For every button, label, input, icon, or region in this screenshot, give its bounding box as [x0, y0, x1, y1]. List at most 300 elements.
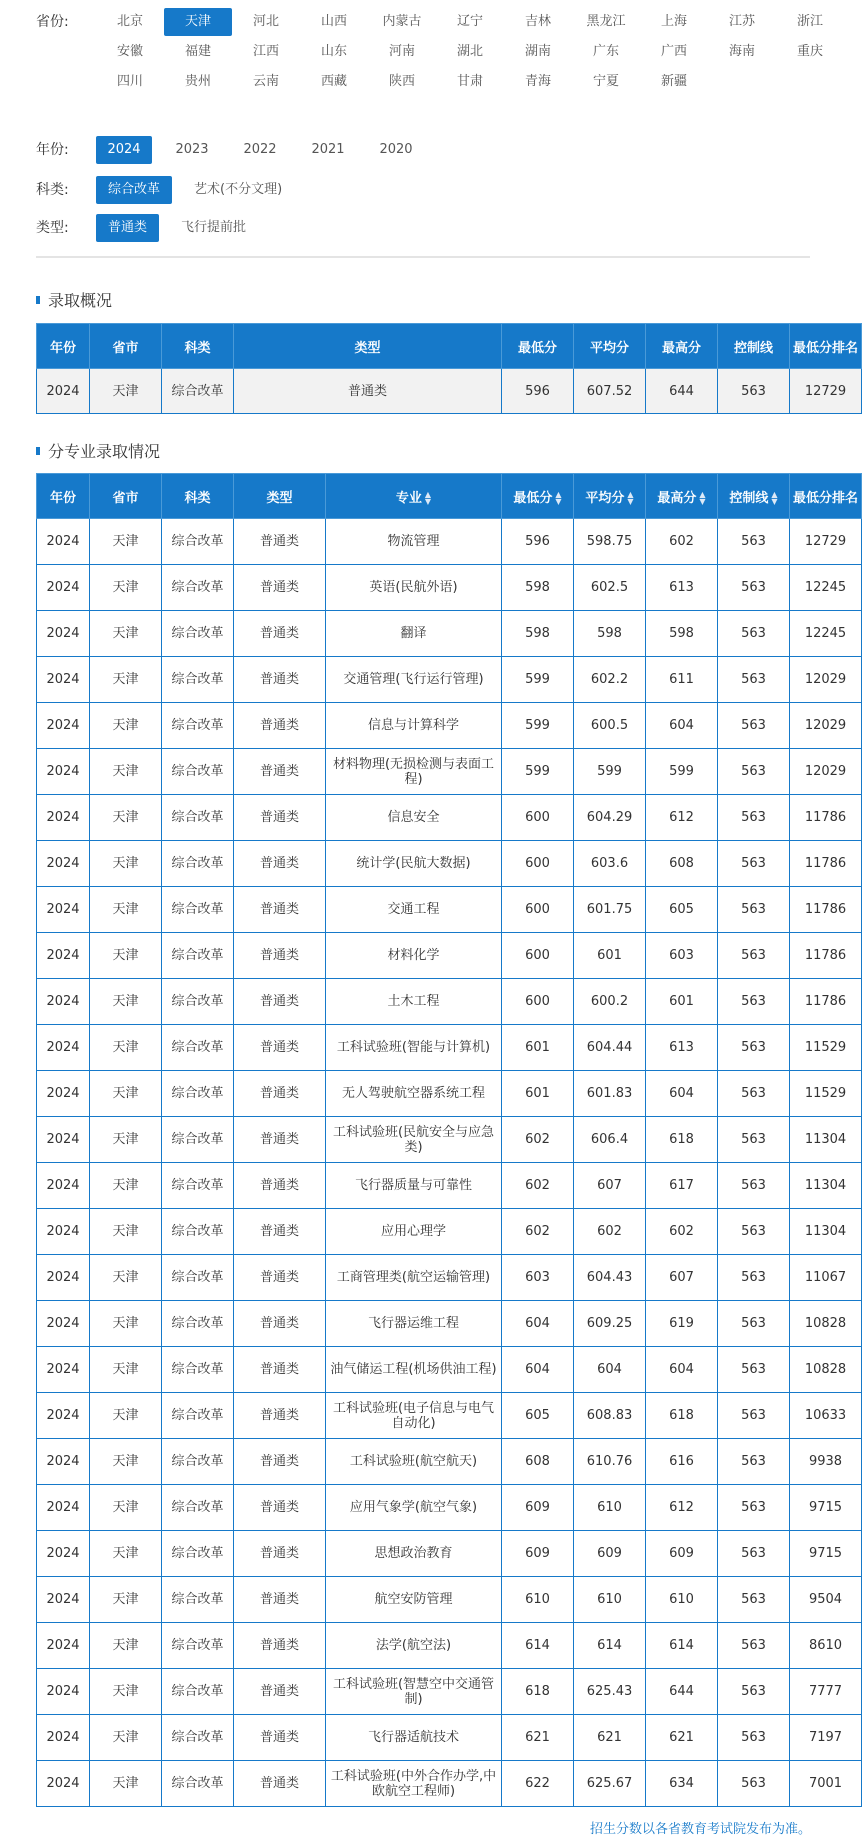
section-marker [36, 296, 40, 304]
table-cell: 天津 [90, 519, 162, 565]
table-cell: 天津 [90, 565, 162, 611]
column-header [37, 474, 90, 519]
table-cell: 普通类 [234, 1577, 326, 1623]
province-option[interactable]: 四川 [116, 74, 143, 89]
table-cell: 601 [646, 979, 718, 1025]
column-header-label: 省市 [112, 490, 139, 506]
table-cell: 7197 [790, 1715, 862, 1761]
table-cell: 天津 [90, 657, 162, 703]
table-cell: 油气储运工程(机场供油工程) [326, 1347, 502, 1393]
subject-option[interactable]: 综合改革 [96, 176, 172, 204]
table-cell: 610 [574, 1485, 646, 1531]
table-cell: 综合改革 [162, 1071, 234, 1117]
table-cell: 563 [718, 519, 790, 565]
table-cell: 599 [502, 749, 574, 795]
table-cell: 613 [646, 565, 718, 611]
province-option[interactable]: 黑龙江 [586, 14, 626, 29]
sort-icon[interactable]: ▲ ▼ [627, 490, 634, 506]
summary-body [37, 369, 862, 414]
table-cell: 11786 [790, 979, 862, 1025]
province-option[interactable]: 内蒙古 [382, 14, 422, 29]
table-cell: 609 [574, 1531, 646, 1577]
table-cell: 天津 [90, 1761, 162, 1807]
table-cell: 普通类 [234, 1669, 326, 1715]
table-cell: 602 [502, 1209, 574, 1255]
table-cell: 天津 [90, 1715, 162, 1761]
table-cell: 土木工程 [326, 979, 502, 1025]
table-cell: 644 [646, 1669, 718, 1715]
table-cell: 621 [646, 1715, 718, 1761]
table-cell: 604.29 [574, 795, 646, 841]
table-cell: 622 [502, 1761, 574, 1807]
province-option[interactable]: 江苏 [728, 14, 755, 29]
table-row [37, 657, 862, 703]
table-cell: 工科试验班(智慧空中交通管制) [326, 1669, 502, 1715]
table-cell: 综合改革 [162, 979, 234, 1025]
table-cell: 天津 [90, 703, 162, 749]
table-cell: 12029 [790, 657, 862, 703]
province-option[interactable]: 河北 [252, 14, 279, 29]
table-cell: 2024 [37, 1577, 90, 1623]
table-row [37, 1347, 862, 1393]
province-option[interactable]: 上海 [660, 14, 687, 29]
table-cell: 2024 [37, 1163, 90, 1209]
table-cell: 2024 [37, 749, 90, 795]
table-cell: 翻译 [326, 611, 502, 657]
year-options [96, 136, 436, 164]
table-cell: 2024 [37, 1393, 90, 1439]
table-cell: 2024 [37, 369, 90, 414]
table-cell: 信息安全 [326, 795, 502, 841]
table-cell: 综合改革 [162, 657, 234, 703]
table-cell: 563 [718, 749, 790, 795]
table-row [37, 933, 862, 979]
table-cell: 12245 [790, 611, 862, 657]
table-cell: 工商管理类(航空运输管理) [326, 1255, 502, 1301]
table-cell: 599 [574, 749, 646, 795]
table-cell: 602.2 [574, 657, 646, 703]
table-row [37, 1669, 862, 1715]
table-cell: 606.4 [574, 1117, 646, 1163]
table-cell: 工科试验班(电子信息与电气自动化) [326, 1393, 502, 1439]
table-cell: 601.75 [574, 887, 646, 933]
table-cell: 9938 [790, 1439, 862, 1485]
table-cell: 604 [502, 1301, 574, 1347]
province-option[interactable]: 广东 [592, 44, 619, 59]
table-cell: 飞行器运维工程 [326, 1301, 502, 1347]
column-header[interactable] [574, 474, 646, 519]
table-cell: 2024 [37, 1347, 90, 1393]
table-cell: 综合改革 [162, 1715, 234, 1761]
table-cell: 普通类 [234, 841, 326, 887]
table-cell: 综合改革 [162, 369, 234, 414]
table-cell: 610 [574, 1577, 646, 1623]
year-option[interactable]: 2023 [175, 142, 209, 157]
table-cell: 2024 [37, 657, 90, 703]
column-header [790, 474, 862, 519]
province-option[interactable]: 甘肃 [456, 74, 483, 89]
table-cell: 563 [718, 703, 790, 749]
table-cell: 609 [502, 1485, 574, 1531]
type-option[interactable]: 普通类 [96, 214, 159, 242]
table-cell: 609 [646, 1531, 718, 1577]
table-cell: 普通类 [234, 565, 326, 611]
table-cell: 607.52 [574, 369, 646, 414]
subject-option[interactable]: 艺术(不分文理) [194, 182, 283, 197]
table-cell: 602 [502, 1117, 574, 1163]
sort-icon[interactable]: ▲ ▼ [771, 490, 778, 506]
column-header-label: 控制线 [729, 490, 769, 506]
province-option[interactable]: 贵州 [184, 74, 211, 89]
sort-icon[interactable]: ▲ ▼ [555, 490, 562, 506]
table-row [37, 1715, 862, 1761]
table-cell: 综合改革 [162, 1623, 234, 1669]
table-row [37, 703, 862, 749]
type-option[interactable]: 飞行提前批 [181, 220, 247, 235]
table-cell: 2024 [37, 1485, 90, 1531]
table-cell: 2024 [37, 1623, 90, 1669]
province-option[interactable]: 海南 [728, 44, 755, 59]
table-cell: 12245 [790, 565, 862, 611]
table-row [37, 1209, 862, 1255]
province-option[interactable]: 云南 [252, 74, 279, 89]
table-cell: 飞行器质量与可靠性 [326, 1163, 502, 1209]
table-cell: 563 [718, 1531, 790, 1577]
table-cell: 普通类 [234, 1715, 326, 1761]
year-option[interactable]: 2021 [311, 142, 345, 157]
province-option[interactable]: 安徽 [116, 44, 143, 59]
year-option[interactable]: 2020 [379, 142, 413, 157]
province-option[interactable]: 广西 [660, 44, 687, 59]
table-cell: 598 [502, 611, 574, 657]
column-header-label: 控制线 [733, 340, 773, 356]
table-cell: 605 [646, 887, 718, 933]
province-option[interactable]: 福建 [184, 44, 211, 59]
column-header[interactable] [718, 474, 790, 519]
table-row [37, 1485, 862, 1531]
column-header-label: 最高分 [661, 340, 701, 356]
table-cell: 563 [718, 1761, 790, 1807]
subject-filter [36, 176, 304, 204]
column-header[interactable] [646, 474, 718, 519]
table-cell: 普通类 [234, 1485, 326, 1531]
table-cell: 9504 [790, 1577, 862, 1623]
table-cell: 563 [718, 1715, 790, 1761]
column-header-label: 年份 [49, 490, 76, 506]
table-cell: 统计学(民航大数据) [326, 841, 502, 887]
table-row [37, 1025, 862, 1071]
table-cell: 普通类 [234, 1623, 326, 1669]
table-cell: 617 [646, 1163, 718, 1209]
table-cell: 10828 [790, 1347, 862, 1393]
table-cell: 普通类 [234, 1347, 326, 1393]
province-option[interactable]: 山西 [320, 14, 347, 29]
table-cell: 工科试验班(民航安全与应急类) [326, 1117, 502, 1163]
table-cell: 602.5 [574, 565, 646, 611]
table-cell: 天津 [90, 1255, 162, 1301]
table-cell: 11304 [790, 1117, 862, 1163]
table-cell: 普通类 [234, 519, 326, 565]
subject-label: 科类: [36, 182, 69, 198]
table-row [37, 1531, 862, 1577]
province-option[interactable]: 宁夏 [592, 74, 619, 89]
table-cell: 法学(航空法) [326, 1623, 502, 1669]
table-cell: 2024 [37, 841, 90, 887]
table-cell: 飞行器适航技术 [326, 1715, 502, 1761]
table-cell: 应用气象学(航空气象) [326, 1485, 502, 1531]
table-cell: 综合改革 [162, 1761, 234, 1807]
table-cell: 2024 [37, 1761, 90, 1807]
table-cell: 天津 [90, 1623, 162, 1669]
table-cell: 普通类 [234, 703, 326, 749]
province-option[interactable]: 吉林 [524, 14, 551, 29]
table-cell: 607 [646, 1255, 718, 1301]
majors-section-title [36, 439, 160, 462]
table-row [37, 795, 862, 841]
table-cell: 563 [718, 979, 790, 1025]
summary-header-row [37, 324, 862, 369]
table-cell: 563 [718, 1255, 790, 1301]
table-cell: 无人驾驶航空器系统工程 [326, 1071, 502, 1117]
table-cell: 天津 [90, 1163, 162, 1209]
table-cell: 563 [718, 1025, 790, 1071]
province-option[interactable]: 重庆 [796, 44, 823, 59]
table-cell: 605 [502, 1393, 574, 1439]
summary-section-title [36, 288, 112, 311]
section-marker [36, 447, 40, 455]
table-cell: 2024 [37, 611, 90, 657]
table-cell: 11304 [790, 1163, 862, 1209]
table-cell: 普通类 [234, 1531, 326, 1577]
table-cell: 2024 [37, 1117, 90, 1163]
province-option[interactable]: 陕西 [388, 74, 415, 89]
table-cell: 普通类 [234, 887, 326, 933]
table-cell: 610 [646, 1577, 718, 1623]
table-cell: 英语(民航外语) [326, 565, 502, 611]
column-header [162, 324, 234, 369]
table-cell: 600 [502, 841, 574, 887]
summary-table [36, 323, 862, 414]
province-option[interactable]: 辽宁 [456, 14, 483, 29]
table-cell: 598 [646, 611, 718, 657]
table-cell: 11304 [790, 1209, 862, 1255]
table-cell: 607 [574, 1163, 646, 1209]
table-cell: 综合改革 [162, 1393, 234, 1439]
table-cell: 598 [574, 611, 646, 657]
table-cell: 563 [718, 1669, 790, 1715]
province-option[interactable]: 山东 [320, 44, 347, 59]
table-cell: 604 [502, 1347, 574, 1393]
table-cell: 综合改革 [162, 1163, 234, 1209]
table-cell: 天津 [90, 369, 162, 414]
table-row [37, 841, 862, 887]
year-option[interactable]: 2022 [243, 142, 277, 157]
table-cell: 2024 [37, 1439, 90, 1485]
table-cell: 563 [718, 1623, 790, 1669]
province-option[interactable]: 湖北 [456, 44, 483, 59]
table-cell: 603.6 [574, 841, 646, 887]
column-header [718, 324, 790, 369]
table-cell: 普通类 [234, 1439, 326, 1485]
table-cell: 618 [646, 1393, 718, 1439]
table-cell: 563 [718, 565, 790, 611]
table-cell: 应用心理学 [326, 1209, 502, 1255]
table-cell: 10828 [790, 1301, 862, 1347]
table-cell: 600.5 [574, 703, 646, 749]
table-cell: 综合改革 [162, 933, 234, 979]
province-option[interactable]: 江西 [252, 44, 279, 59]
table-cell: 普通类 [234, 1025, 326, 1071]
province-option[interactable]: 青海 [524, 74, 551, 89]
table-cell: 625.43 [574, 1669, 646, 1715]
table-cell: 596 [502, 369, 574, 414]
table-cell: 644 [646, 369, 718, 414]
table-cell: 563 [718, 1163, 790, 1209]
table-cell: 618 [502, 1669, 574, 1715]
province-option[interactable]: 天津 [164, 8, 232, 36]
column-header-label: 科类 [184, 340, 211, 356]
table-cell: 614 [646, 1623, 718, 1669]
column-header[interactable] [502, 474, 574, 519]
table-cell: 综合改革 [162, 519, 234, 565]
table-cell: 600 [502, 979, 574, 1025]
table-cell: 普通类 [234, 979, 326, 1025]
table-cell: 综合改革 [162, 1439, 234, 1485]
table-cell: 天津 [90, 933, 162, 979]
table-cell: 普通类 [234, 749, 326, 795]
table-cell: 综合改革 [162, 1577, 234, 1623]
province-option[interactable]: 河南 [388, 44, 415, 59]
table-cell: 11786 [790, 841, 862, 887]
table-cell: 思想政治教育 [326, 1531, 502, 1577]
table-cell: 材料物理(无损检测与表面工程) [326, 749, 502, 795]
table-cell: 598 [502, 565, 574, 611]
table-cell: 2024 [37, 979, 90, 1025]
table-cell: 2024 [37, 519, 90, 565]
table-cell: 609 [502, 1531, 574, 1577]
table-cell: 普通类 [234, 1071, 326, 1117]
table-cell: 天津 [90, 1577, 162, 1623]
table-cell: 603 [502, 1255, 574, 1301]
column-header[interactable] [326, 474, 502, 519]
type-label: 类型: [36, 220, 69, 236]
table-cell: 工科试验班(智能与计算机) [326, 1025, 502, 1071]
table-cell: 天津 [90, 1117, 162, 1163]
table-row [37, 1761, 862, 1807]
year-filter [36, 136, 436, 164]
type-filter [36, 214, 268, 242]
table-cell: 8610 [790, 1623, 862, 1669]
table-cell: 12029 [790, 703, 862, 749]
column-header-label: 最高分 [657, 490, 697, 506]
sort-icon[interactable]: ▲ ▼ [699, 490, 706, 506]
column-header [502, 324, 574, 369]
table-cell: 7001 [790, 1761, 862, 1807]
table-cell: 综合改革 [162, 565, 234, 611]
column-header [646, 324, 718, 369]
table-row [37, 565, 862, 611]
table-cell: 625.67 [574, 1761, 646, 1807]
table-cell: 596 [502, 519, 574, 565]
table-cell: 611 [646, 657, 718, 703]
table-cell: 9715 [790, 1531, 862, 1577]
table-cell: 天津 [90, 841, 162, 887]
table-cell: 交通管理(飞行运行管理) [326, 657, 502, 703]
table-cell: 2024 [37, 1669, 90, 1715]
column-header-label: 最低分 [513, 490, 553, 506]
table-row [37, 1393, 862, 1439]
table-cell: 天津 [90, 1301, 162, 1347]
table-cell: 563 [718, 369, 790, 414]
column-header-label: 年份 [49, 340, 76, 356]
majors-header-row [37, 474, 862, 519]
table-cell: 604.43 [574, 1255, 646, 1301]
table-cell: 601 [502, 1025, 574, 1071]
province-option[interactable]: 北京 [116, 14, 143, 29]
table-cell: 563 [718, 1071, 790, 1117]
column-header-label: 科类 [184, 490, 211, 506]
table-cell: 普通类 [234, 1761, 326, 1807]
table-cell: 综合改革 [162, 1347, 234, 1393]
table-cell: 普通类 [234, 1301, 326, 1347]
table-cell: 天津 [90, 795, 162, 841]
table-cell: 普通类 [234, 1117, 326, 1163]
table-cell: 天津 [90, 1669, 162, 1715]
table-cell: 综合改革 [162, 1669, 234, 1715]
table-row [37, 1439, 862, 1485]
table-cell: 普通类 [234, 795, 326, 841]
table-cell: 11529 [790, 1071, 862, 1117]
table-cell: 综合改革 [162, 749, 234, 795]
table-cell: 563 [718, 841, 790, 887]
year-option[interactable]: 2024 [96, 136, 152, 164]
table-cell: 2024 [37, 1531, 90, 1577]
table-cell: 563 [718, 1209, 790, 1255]
table-cell: 600.2 [574, 979, 646, 1025]
table-cell: 天津 [90, 1209, 162, 1255]
province-option[interactable]: 西藏 [320, 74, 347, 89]
table-cell: 634 [646, 1761, 718, 1807]
table-cell: 563 [718, 1485, 790, 1531]
table-cell: 601 [502, 1071, 574, 1117]
sort-icon[interactable]: ▲ ▼ [424, 490, 432, 506]
table-cell: 普通类 [234, 933, 326, 979]
table-cell: 2024 [37, 565, 90, 611]
table-cell: 天津 [90, 887, 162, 933]
province-option[interactable]: 新疆 [660, 74, 687, 89]
table-cell: 2024 [37, 1071, 90, 1117]
table-cell: 2024 [37, 703, 90, 749]
table-cell: 10633 [790, 1393, 862, 1439]
table-cell: 综合改革 [162, 1209, 234, 1255]
column-header-label: 省市 [112, 340, 139, 356]
column-header-label: 类型 [354, 340, 381, 356]
table-cell: 563 [718, 933, 790, 979]
majors-body [37, 519, 862, 1807]
column-header-label: 最低分排名 [792, 490, 858, 506]
table-cell: 616 [646, 1439, 718, 1485]
table-cell: 综合改革 [162, 611, 234, 657]
table-cell: 608.83 [574, 1393, 646, 1439]
table-cell: 601.83 [574, 1071, 646, 1117]
province-option[interactable]: 浙江 [796, 14, 823, 29]
table-cell: 天津 [90, 1531, 162, 1577]
table-row [37, 1301, 862, 1347]
column-header [234, 324, 502, 369]
table-row [37, 749, 862, 795]
table-cell: 11529 [790, 1025, 862, 1071]
province-option[interactable]: 湖南 [524, 44, 551, 59]
